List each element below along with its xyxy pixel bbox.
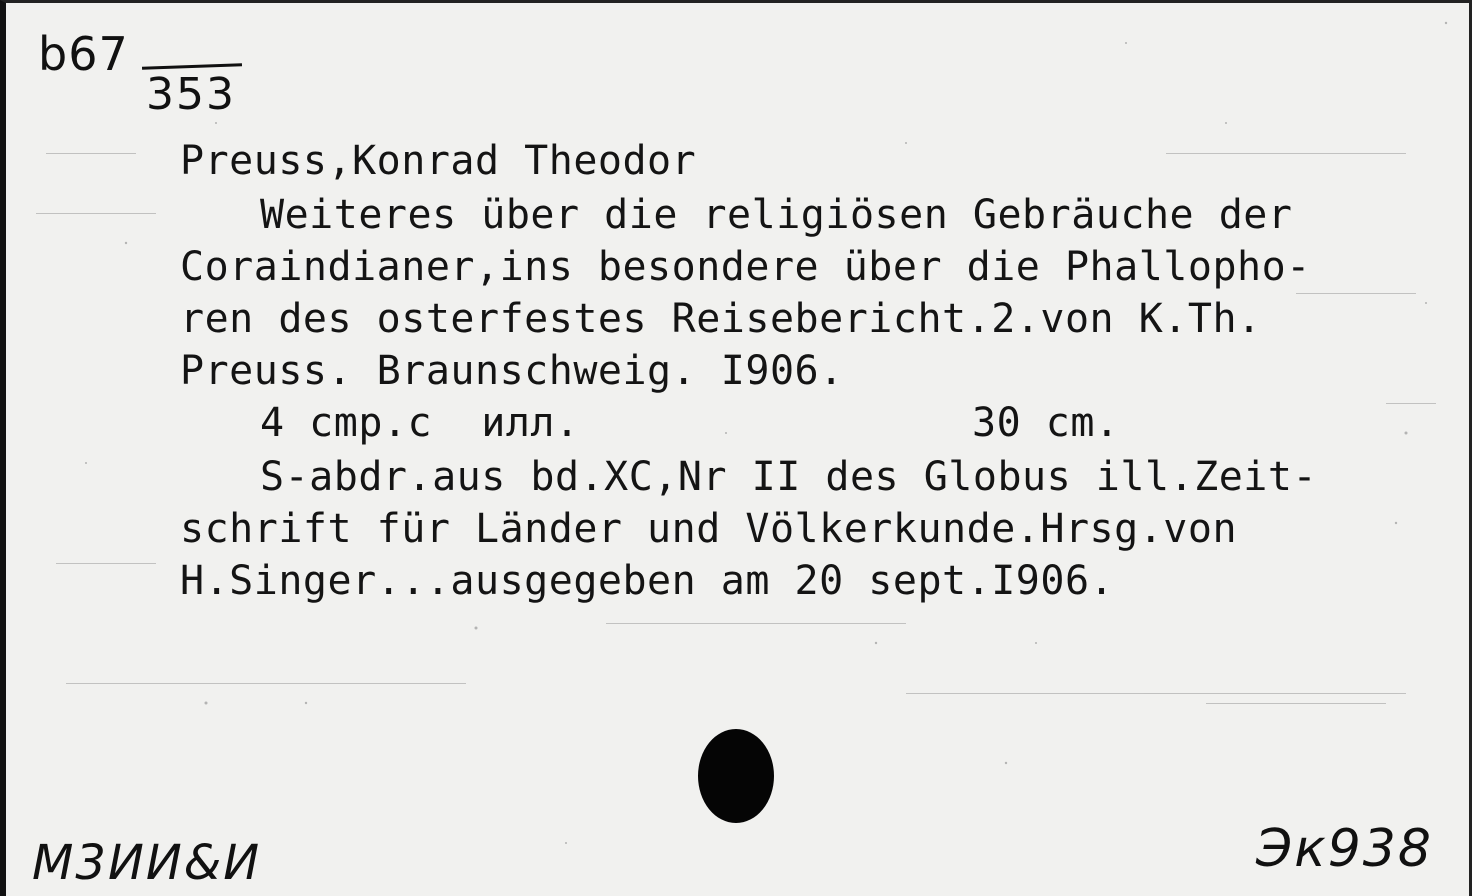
note-line-2: schrift für Länder und Völkerkunde.Hrsg.von [180, 506, 1238, 552]
inventory-number-handwritten: Эк938 [1256, 819, 1433, 879]
note-line-3: H.Singer...ausgegeben am 20 sept.I906. [180, 558, 1115, 604]
library-stamp-handwritten: M3ИИ&И [32, 835, 262, 891]
note-line-1: S-abdr.aus bd.XC,Nr II des Globus ill.Zeit- [260, 454, 1318, 500]
punch-hole [698, 729, 774, 823]
author-line: Preuss,Konrad Theodor [180, 138, 697, 184]
collation-size: 30 cm. [972, 400, 1120, 446]
collation-pages: 4 cmp.c илл. [260, 400, 580, 446]
title-line-3: ren des osterfestes Reisebericht.2.von K.Th. [180, 296, 1262, 342]
imprint-line: Preuss. Braunschweig. I906. [180, 348, 844, 394]
title-line-1: Weiteres über die religiösen Gebräuche der [260, 192, 1293, 238]
shelfmark-number: b67 [38, 27, 129, 81]
shelfmark-sub: 353 [146, 69, 236, 120]
title-line-2: Coraindianer,ins besondere über die Phallopho- [180, 244, 1311, 290]
